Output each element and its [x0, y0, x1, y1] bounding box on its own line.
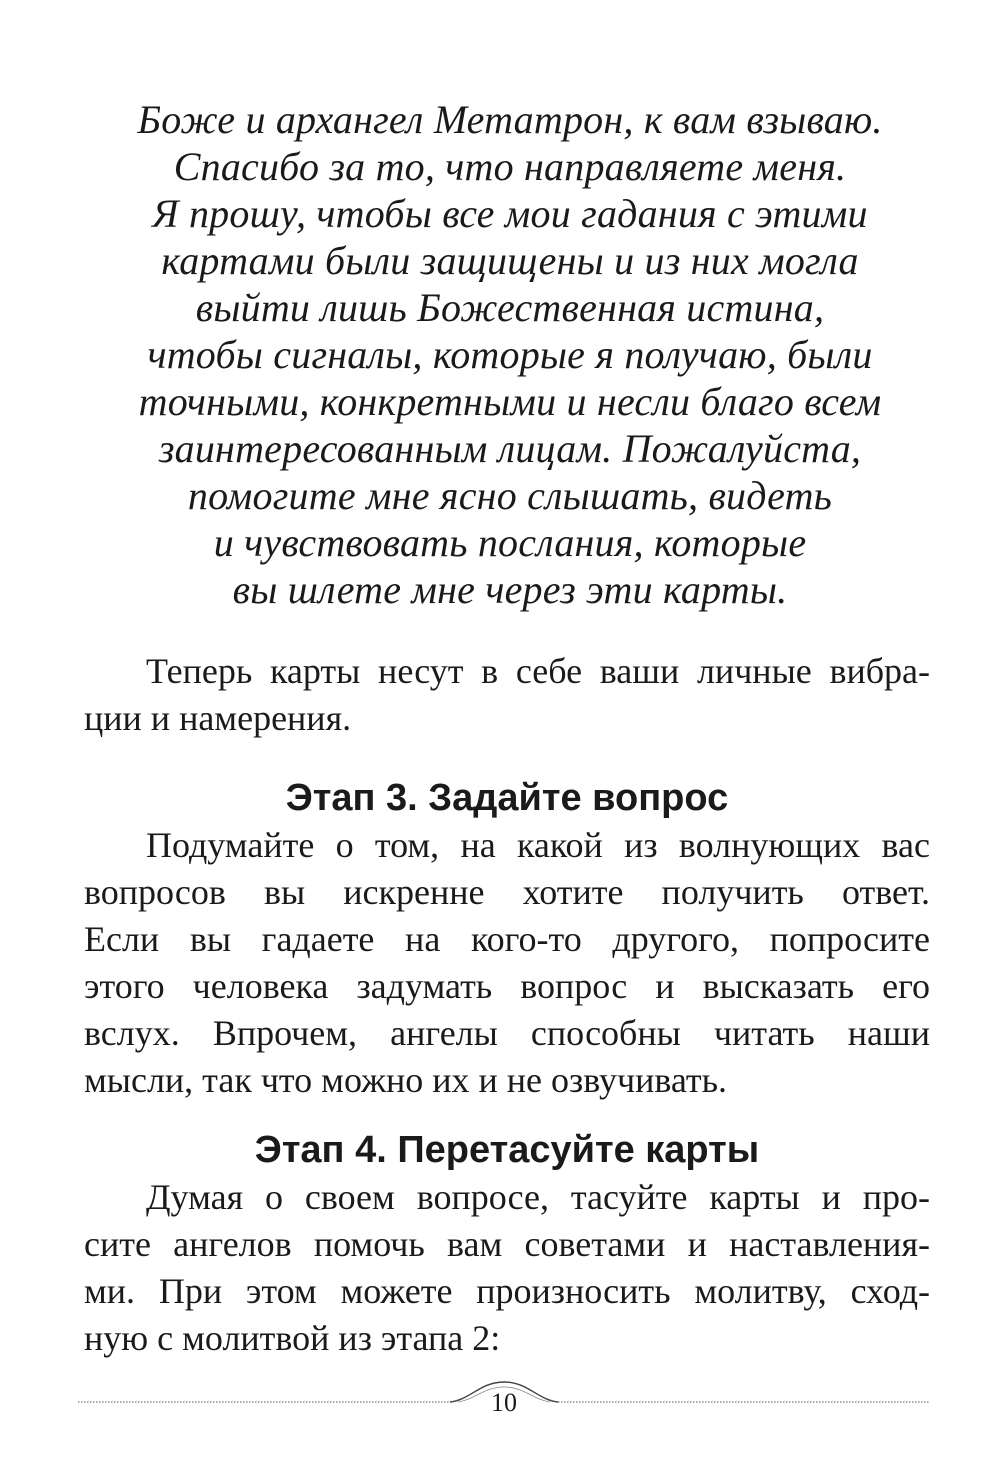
section-4-paragraph	[84, 1174, 930, 1362]
paragraph-vibrations	[84, 648, 930, 742]
section-3-heading: Этап 3. Задайте вопрос	[285, 777, 729, 819]
paragraph-line: вопросов вы искренне хотите получить ответ.	[84, 872, 930, 912]
paragraph-line: ми. При этом можете произносить молитву, сход-	[84, 1271, 930, 1311]
paragraph-line: Если вы гадаете на кого-то другого, попросите	[84, 919, 930, 959]
prayer-line: Спасибо за то, что направляете меня.	[173, 144, 847, 189]
prayer-line: выйти лишь Божественная истина,	[195, 285, 825, 330]
paragraph-line: этого человека задумать вопрос и высказать его	[84, 966, 930, 1006]
prayer-line: картами были защищены и из них могла	[161, 238, 859, 283]
paragraph-line: Подумайте о том, на какой из волнующих вас	[146, 825, 930, 865]
prayer-line: и чувствовать послания, которые	[213, 520, 807, 565]
paragraph-line: вслух. Впрочем, ангелы способны читать наши	[84, 1013, 930, 1053]
prayer-line: помогите мне ясно слышать, видеть	[187, 473, 833, 518]
paragraph-line: ную с молитвой из этапа 2:	[84, 1318, 501, 1358]
paragraph-line: Теперь карты несут в себе ваши личные вибра-	[146, 651, 930, 691]
prayer-line: Я прошу, чтобы все мои гадания с этими	[152, 191, 868, 236]
prayer-line: заинтересованным лицам. Пожалуйста,	[158, 426, 862, 471]
prayer-line: Боже и архангел Метатрон, к вам взываю.	[137, 97, 883, 142]
paragraph-line: Думая о своем вопросе, тасуйте карты и про-	[146, 1177, 930, 1217]
prayer-line: чтобы сигналы, которые я получаю, были	[147, 332, 873, 377]
section-4-heading: Этап 4. Перетасуйте карты	[254, 1129, 760, 1171]
page-footer	[78, 1378, 930, 1428]
prayer-line: вы шлете мне через эти карты.	[232, 567, 788, 612]
paragraph-line: мысли, так что можно их и не озвучивать.	[84, 1060, 728, 1100]
prayer-text	[80, 96, 940, 613]
paragraph-line: сите ангелов помочь вам советами и наставления-	[84, 1224, 930, 1264]
page-number: 10	[491, 1388, 517, 1417]
section-3-paragraph	[84, 822, 930, 1104]
paragraph-line: ции и намерения.	[84, 698, 352, 738]
prayer-line: точными, конкретными и несли благо всем	[138, 379, 882, 424]
